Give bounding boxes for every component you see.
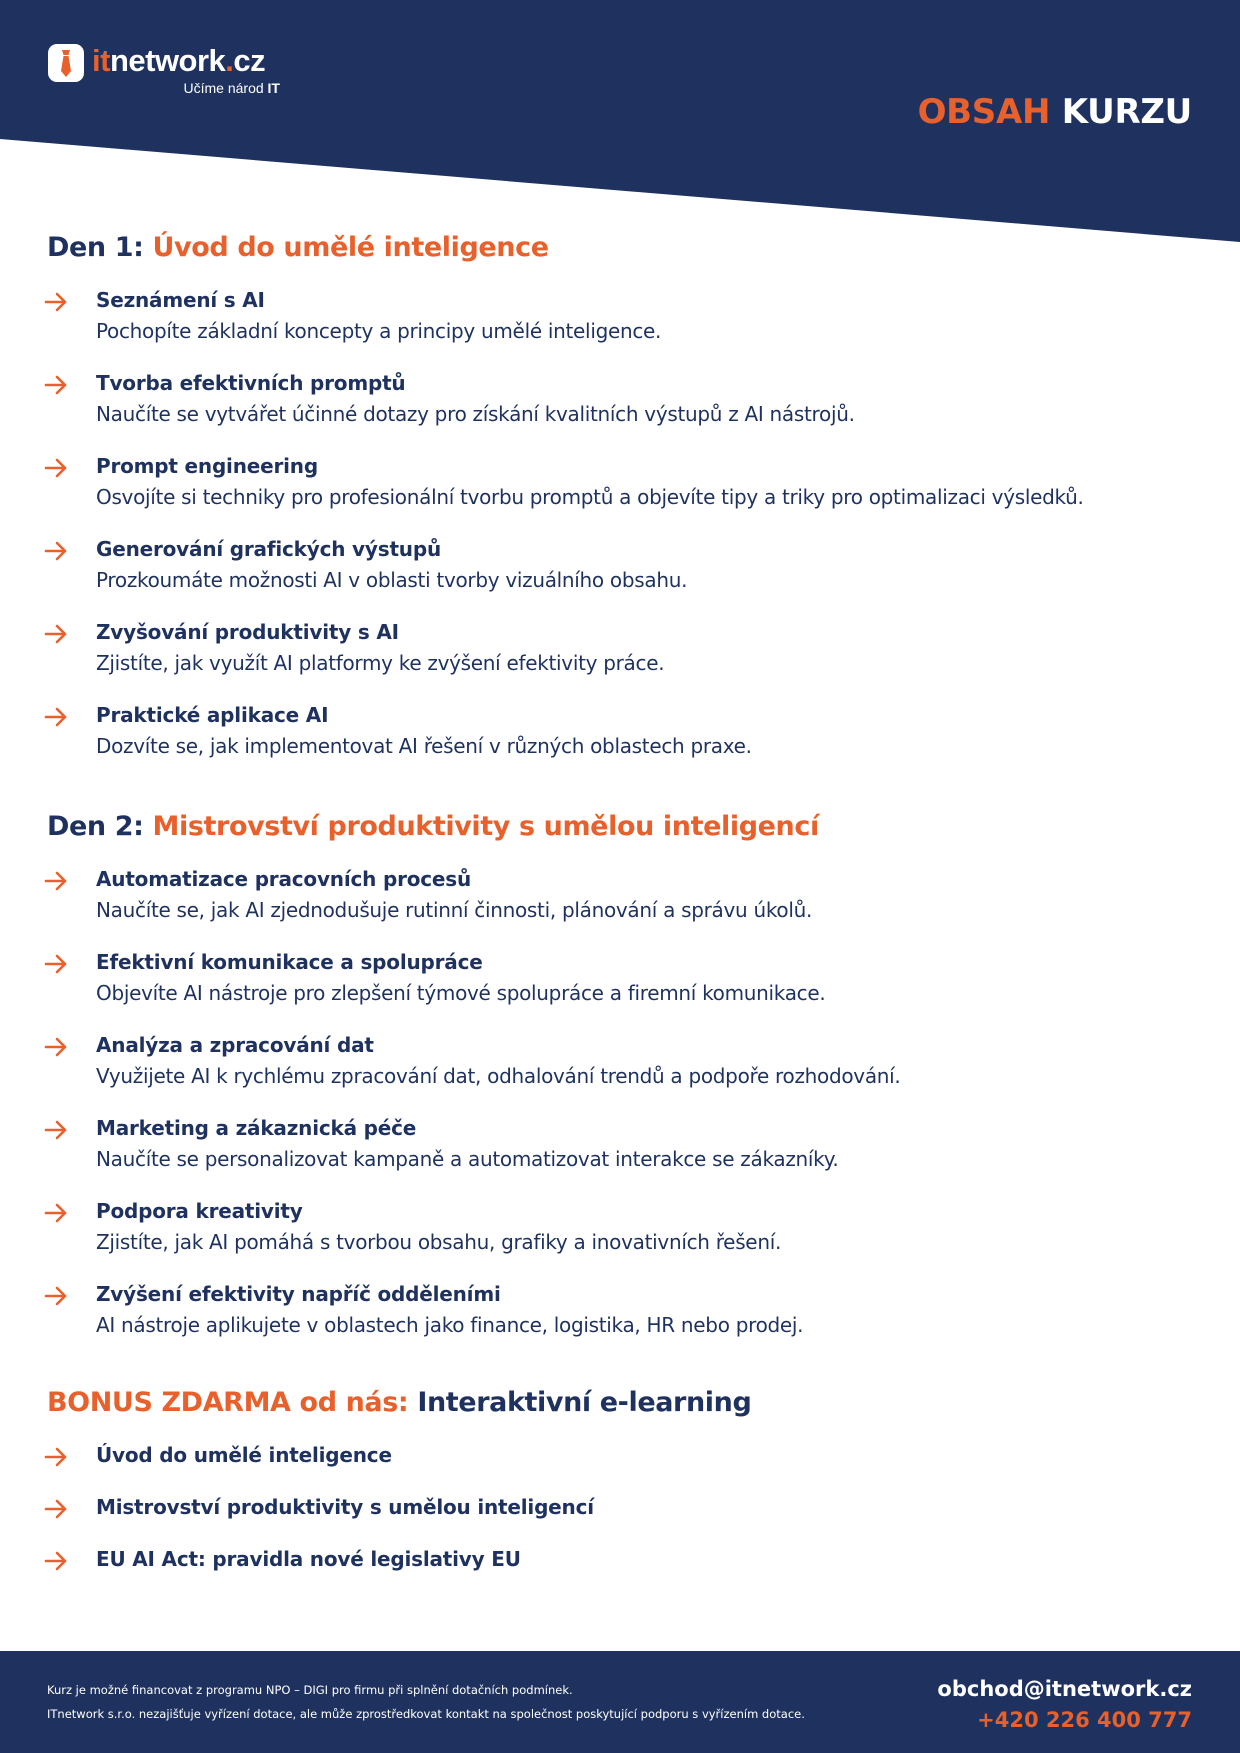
arrow-right-icon bbox=[44, 458, 68, 478]
logo-tagline: Učíme národ IT bbox=[183, 80, 280, 96]
item-title: Podpora kreativity bbox=[96, 1199, 303, 1223]
item-title: Mistrovství produktivity s umělou inteligencí bbox=[96, 1495, 594, 1519]
arrow-right-icon bbox=[44, 375, 68, 395]
item-title: Úvod do umělé inteligence bbox=[96, 1443, 392, 1467]
item-title: Generování grafických výstupů bbox=[96, 537, 441, 561]
arrow-right-icon bbox=[44, 1203, 68, 1223]
arrow-right-icon bbox=[44, 541, 68, 561]
page-title: OBSAH KURZU bbox=[917, 92, 1192, 132]
logo-wordmark: itnetwork.cz bbox=[92, 43, 266, 78]
item-description: Osvojíte si techniky pro profesionální tvorbu promptů a objevíte tipy a triky pro optimalizaci výsledků. bbox=[96, 485, 1084, 509]
arrow-right-icon bbox=[44, 1551, 68, 1571]
item-description: Využijete AI k rychlému zpracování dat, odhalování trendů a podpoře rozhodování. bbox=[96, 1064, 901, 1088]
item-title: Zvýšení efektivity napříč odděleními bbox=[96, 1282, 501, 1306]
footer-note-funding: Kurz je možné financovat z programu NPO – DIGI pro firmu při splnění dotačních podmínek. bbox=[47, 1683, 573, 1697]
item-title: Zvyšování produktivity s AI bbox=[96, 620, 399, 644]
item-title: Marketing a zákaznická péče bbox=[96, 1116, 417, 1140]
arrow-right-icon bbox=[44, 1447, 68, 1467]
itnetwork-logo[interactable] bbox=[48, 44, 278, 104]
arrow-right-icon bbox=[44, 1037, 68, 1057]
item-title: Seznámení s AI bbox=[96, 288, 265, 312]
arrow-right-icon bbox=[44, 1499, 68, 1519]
arrow-right-icon bbox=[44, 292, 68, 312]
contact-email-link[interactable]: obchod@itnetwork.cz bbox=[937, 1677, 1192, 1701]
item-title: Efektivní komunikace a spolupráce bbox=[96, 950, 483, 974]
item-title: Prompt engineering bbox=[96, 454, 318, 478]
item-description: Prozkoumáte možnosti AI v oblasti tvorby vizuálního obsahu. bbox=[96, 568, 688, 592]
arrow-right-icon bbox=[44, 954, 68, 974]
item-title: EU AI Act: pravidla nové legislativy EU bbox=[96, 1547, 521, 1571]
item-description: Objevíte AI nástroje pro zlepšení týmové spolupráce a firemní komunikace. bbox=[96, 981, 826, 1005]
footer-note-disclaimer: ITnetwork s.r.o. nezajišťuje vyřízení dotace, ale může zprostředkovat kontakt na společnost poskytující podporu s vyřízením dotace. bbox=[47, 1707, 805, 1721]
item-title: Analýza a zpracování dat bbox=[96, 1033, 374, 1057]
tie-icon bbox=[48, 44, 84, 82]
arrow-right-icon bbox=[44, 871, 68, 891]
footer bbox=[0, 1651, 1240, 1753]
item-description: Naučíte se, jak AI zjednodušuje rutinní činnosti, plánování a správu úkolů. bbox=[96, 898, 813, 922]
header-banner bbox=[0, 0, 1240, 245]
arrow-right-icon bbox=[44, 707, 68, 727]
section-title-day1: Den 1: Úvod do umělé inteligence bbox=[47, 232, 549, 263]
item-description: Pochopíte základní koncepty a principy umělé inteligence. bbox=[96, 319, 662, 343]
contact-phone-link[interactable]: +420 226 400 777 bbox=[977, 1708, 1192, 1732]
arrow-right-icon bbox=[44, 1286, 68, 1306]
item-description: AI nástroje aplikujete v oblastech jako finance, logistika, HR nebo prodej. bbox=[96, 1313, 804, 1337]
arrow-right-icon bbox=[44, 1120, 68, 1140]
item-description: Naučíte se vytvářet účinné dotazy pro získání kvalitních výstupů z AI nástrojů. bbox=[96, 402, 855, 426]
item-description: Naučíte se personalizovat kampaně a automatizovat interakce se zákazníky. bbox=[96, 1147, 839, 1171]
arrow-right-icon bbox=[44, 624, 68, 644]
section-title-bonus: BONUS ZDARMA od nás: Interaktivní e-learning bbox=[47, 1387, 752, 1418]
item-title: Praktické aplikace AI bbox=[96, 703, 329, 727]
item-description: Zjistíte, jak AI pomáhá s tvorbou obsahu, grafiky a inovativních řešení. bbox=[96, 1230, 782, 1254]
item-description: Dozvíte se, jak implementovat AI řešení v různých oblastech praxe. bbox=[96, 734, 752, 758]
section-title-day2: Den 2: Mistrovství produktivity s umělou inteligencí bbox=[47, 811, 819, 842]
item-title: Tvorba efektivních promptů bbox=[96, 371, 406, 395]
item-description: Zjistíte, jak využít AI platformy ke zvýšení efektivity práce. bbox=[96, 651, 665, 675]
item-title: Automatizace pracovních procesů bbox=[96, 867, 472, 891]
